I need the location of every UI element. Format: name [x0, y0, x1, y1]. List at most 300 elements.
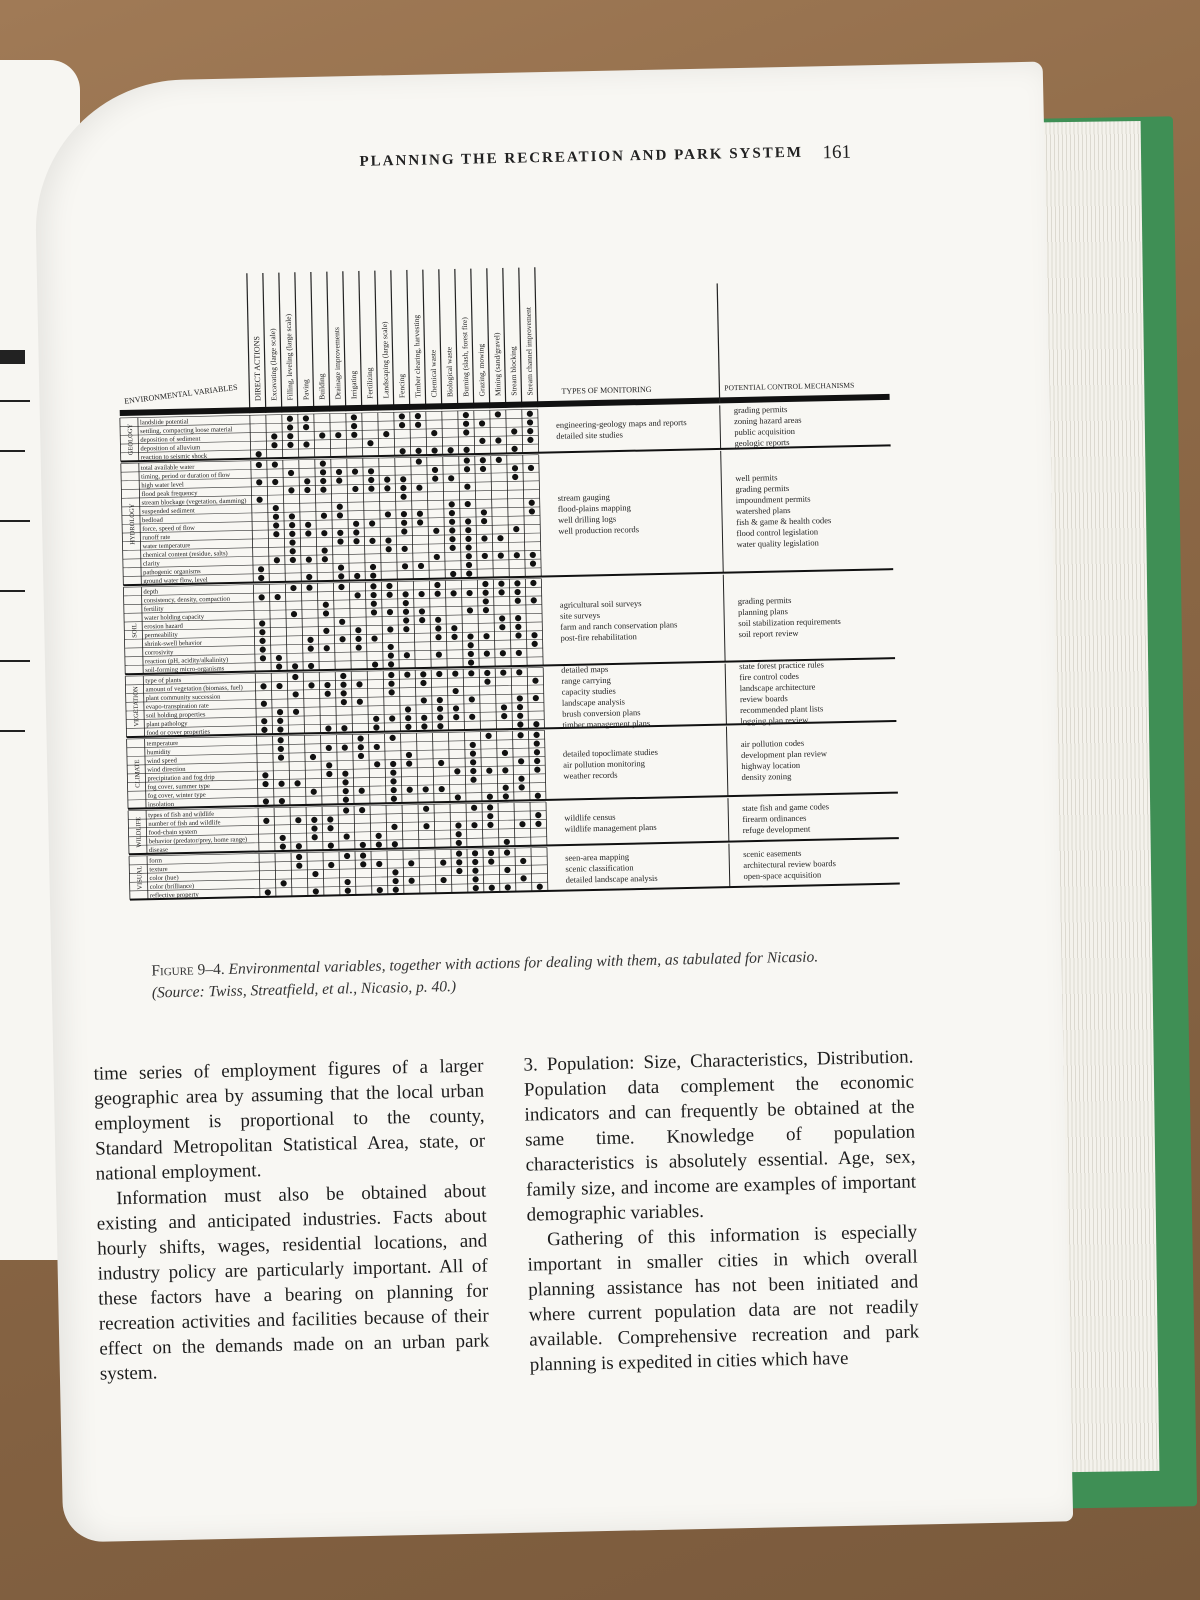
impact-dot — [294, 780, 300, 786]
grid-column-line — [543, 667, 544, 728]
grid-left-line — [129, 856, 130, 899]
impact-dot — [311, 817, 317, 823]
monitoring-item: timber management plans — [562, 717, 651, 730]
impact-dot — [437, 714, 443, 720]
control-item: logging plan review — [740, 714, 809, 726]
impact-dot — [353, 529, 359, 535]
impact-dot — [272, 479, 278, 485]
header-column-line — [455, 269, 458, 409]
impact-dot — [388, 672, 394, 678]
control-item: grading permits — [733, 403, 788, 415]
grid-column-line — [531, 848, 532, 891]
impact-dot — [320, 478, 326, 484]
monitoring-item: capacity studies — [561, 685, 616, 697]
impact-dot — [512, 465, 518, 471]
impact-dot — [400, 494, 406, 500]
impact-dot — [263, 818, 269, 824]
action-label: Filling, leveling (large scale) — [283, 313, 295, 401]
grid-column-line — [371, 851, 372, 894]
group-separator — [123, 569, 893, 585]
impact-dot — [326, 745, 332, 751]
monitoring-item: farm and ranch conservation plans — [560, 619, 678, 632]
control-item: air pollution codes — [740, 737, 805, 750]
control-list — [739, 658, 894, 727]
impact-dot — [487, 822, 493, 828]
impact-dot — [255, 451, 261, 457]
variable-label: types of fish and wildlife — [148, 810, 215, 820]
env-variables-header: ENVIRONMENTAL VARIABLES — [123, 382, 239, 406]
left-column — [93, 1054, 490, 1387]
impact-dot — [357, 699, 363, 705]
impact-dot — [292, 663, 298, 669]
impact-dot — [370, 573, 376, 579]
impact-dot — [407, 787, 413, 793]
group-separator — [130, 884, 900, 900]
impact-dot — [312, 871, 318, 877]
impact-dot — [311, 825, 317, 831]
impact-dot — [291, 611, 297, 617]
impact-dot — [423, 786, 429, 792]
monitoring-list — [565, 849, 724, 885]
impact-dot — [392, 869, 398, 875]
impact-dot — [432, 475, 438, 481]
variable-label: wind direction — [147, 765, 186, 774]
impact-dot — [391, 787, 397, 793]
impact-dot — [472, 876, 478, 882]
group-label: CLIMATE — [134, 759, 142, 788]
impact-dot — [408, 878, 414, 884]
action-label: Fertilizing — [364, 367, 375, 399]
impact-dot — [342, 779, 348, 785]
variable-label: amount of vegetation (biomass, fuel) — [145, 684, 243, 694]
impact-dot — [417, 519, 423, 525]
impact-dot — [320, 487, 326, 493]
impact-dot — [391, 824, 397, 830]
impact-dot — [387, 609, 393, 615]
impact-dot — [356, 681, 362, 687]
impact-dot — [271, 442, 277, 448]
impact-dot — [434, 554, 440, 560]
impact-dot — [360, 861, 366, 867]
impact-dot — [449, 536, 455, 542]
grid-left-line — [120, 418, 121, 461]
impact-dot — [481, 509, 487, 515]
impact-dot — [500, 650, 506, 656]
impact-dot — [260, 646, 266, 652]
impact-dot — [399, 448, 405, 454]
header-column-line — [503, 268, 506, 408]
grid-column-line — [431, 670, 432, 731]
control-item: well permits — [735, 472, 778, 484]
impact-dot — [415, 422, 421, 428]
impact-dot — [431, 430, 437, 436]
monitoring-list — [561, 661, 720, 730]
impact-dot — [421, 715, 427, 721]
control-item: state forest practice rules — [739, 659, 825, 671]
monitoring-item: scenic classification — [565, 861, 634, 874]
impact-dot — [312, 834, 318, 840]
impact-dot — [388, 652, 394, 658]
grid-left-line — [125, 676, 126, 737]
impact-dot — [354, 592, 360, 598]
impact-dot — [530, 580, 536, 586]
impact-dot — [337, 530, 343, 536]
grid-column-line — [335, 672, 336, 733]
row-line — [122, 516, 540, 525]
impact-dot — [456, 859, 462, 865]
variable-label: color (hue) — [149, 874, 179, 883]
page-number: 161 — [822, 141, 852, 164]
impact-dot — [262, 772, 268, 778]
impact-dot — [386, 546, 392, 552]
row-line — [128, 802, 546, 811]
impact-dot — [336, 469, 342, 475]
impact-dot — [437, 723, 443, 729]
impact-dot — [468, 670, 474, 676]
header-column-line — [423, 270, 426, 410]
impact-dot — [368, 468, 374, 474]
impact-dot — [403, 609, 409, 615]
impact-dot — [451, 634, 457, 640]
impact-dot — [404, 672, 410, 678]
impact-dot — [483, 598, 489, 604]
impact-dot — [303, 424, 309, 430]
impact-dot — [389, 735, 395, 741]
control-item: development plan review — [740, 748, 828, 761]
impact-dot — [390, 761, 396, 767]
grid-column-line — [515, 848, 516, 891]
impact-dot — [343, 807, 349, 813]
impact-dot — [449, 501, 455, 507]
impact-dot — [472, 859, 478, 865]
variable-label: timing, period or duration of flow — [141, 471, 231, 481]
impact-dot — [323, 628, 329, 634]
control-item: soil stabilization requirements — [738, 615, 841, 628]
grid-column-line — [258, 808, 259, 851]
monitoring-item: range carrying — [561, 674, 611, 686]
impact-dot — [527, 411, 533, 417]
impact-dot — [434, 582, 440, 588]
impact-dot — [483, 633, 489, 639]
impact-dot — [416, 458, 422, 464]
grid-column-line — [290, 807, 291, 850]
impact-dot — [435, 625, 441, 631]
impact-dot — [323, 610, 329, 616]
impact-dot — [290, 548, 296, 554]
variable-label: clarity — [142, 560, 160, 568]
impact-dot — [452, 688, 458, 694]
header-column-line — [407, 270, 410, 410]
impact-dot — [484, 670, 490, 676]
impact-dot — [258, 566, 264, 572]
control-item: fish & game & health codes — [736, 515, 832, 527]
impact-dot — [265, 889, 271, 895]
impact-dot — [517, 713, 523, 719]
control-item: watershed plans — [735, 504, 791, 516]
header-column-line — [471, 269, 474, 409]
variable-label: shrink-swell behavior — [144, 639, 202, 648]
variable-label: temperature — [146, 739, 179, 748]
control-divider — [726, 727, 727, 797]
grid-column-line — [387, 851, 388, 894]
impact-dot — [469, 696, 475, 702]
impact-dot — [487, 813, 493, 819]
impact-dot — [435, 634, 441, 640]
impact-dot — [305, 522, 311, 528]
variable-label: settling, compacting loose material — [140, 426, 233, 436]
impact-dot — [344, 853, 350, 859]
impact-dot — [403, 617, 409, 623]
monitoring-item: wildlife census — [564, 811, 616, 823]
grid-column-line — [291, 853, 292, 896]
impact-dot — [449, 510, 455, 516]
control-item: state fish and game codes — [742, 801, 830, 814]
control-list — [735, 470, 891, 550]
impact-dot — [533, 732, 539, 738]
action-label: Fencing — [397, 373, 407, 399]
row-line — [129, 865, 547, 874]
grid-column-line — [298, 414, 299, 457]
control-header: POTENTIAL CONTROL MECHANISMS — [724, 380, 855, 393]
impact-dot — [343, 797, 349, 803]
impact-dot — [512, 474, 518, 480]
impact-dot — [532, 641, 538, 647]
group-label: VEGETATION — [132, 686, 141, 727]
impact-dot — [468, 659, 474, 665]
impact-dot — [535, 812, 541, 818]
impact-dot — [453, 705, 459, 711]
impact-dot — [325, 691, 331, 697]
control-list — [742, 800, 897, 836]
grid-column-line — [498, 803, 499, 846]
grid-column-line — [338, 806, 339, 849]
variable-label: color (brilliance) — [149, 882, 195, 891]
impact-dot — [310, 754, 316, 760]
impact-dot — [387, 626, 393, 632]
grid-column-line — [463, 669, 464, 730]
impact-dot — [392, 841, 398, 847]
impact-dot — [433, 528, 439, 534]
impact-dot — [420, 671, 426, 677]
impact-dot — [515, 624, 521, 630]
grid-column-line — [426, 412, 427, 455]
paragraph: 3. Population: Size, Characteristics, Distribution. Population data complement the economic indicators and can frequently be obtained at the same time. Knowledge of population characteristics is absolutely essential. Age, sex, family size, and income are examples of important demographic variables. — [523, 1046, 917, 1226]
impact-dot — [262, 781, 268, 787]
impact-dot — [455, 794, 461, 800]
variable-label: erosion hazard — [144, 622, 183, 631]
impact-dot — [418, 563, 424, 569]
grid-column-line — [506, 410, 507, 453]
impact-dot — [341, 690, 347, 696]
grid-column-line — [511, 668, 512, 729]
impact-dot — [293, 709, 299, 715]
header-column-line — [487, 268, 490, 408]
variable-label: plant pathology — [146, 720, 188, 729]
impact-dot — [402, 563, 408, 569]
row-line — [127, 739, 545, 748]
impact-dot — [376, 861, 382, 867]
impact-dot — [463, 447, 469, 453]
monitoring-item: detailed maps — [561, 663, 609, 675]
impact-dot — [338, 584, 344, 590]
variable-label: wind speed — [146, 757, 177, 765]
impact-dot — [464, 457, 470, 463]
impact-dot — [495, 437, 501, 443]
impact-dot — [451, 625, 457, 631]
impact-dot — [501, 704, 507, 710]
impact-dot — [256, 462, 262, 468]
grid-column-line — [474, 411, 475, 454]
impact-dot — [463, 429, 469, 435]
impact-dot — [502, 767, 508, 773]
grid-column-line — [447, 669, 448, 730]
figure-9-4 — [95, 175, 911, 952]
grid-left-line — [128, 811, 129, 854]
impact-dot — [469, 714, 475, 720]
impact-dot — [344, 879, 350, 885]
impact-dot — [289, 531, 295, 537]
impact-dot — [420, 680, 426, 686]
impact-dot — [438, 760, 444, 766]
impact-dot — [530, 560, 536, 566]
row-line — [124, 587, 542, 596]
variable-label: chemical content (residue, salts) — [142, 550, 228, 559]
impact-dot — [465, 518, 471, 524]
impact-dot — [400, 476, 406, 482]
impact-dot — [421, 697, 427, 703]
grid-column-line — [275, 853, 276, 896]
impact-dot — [470, 759, 476, 765]
grid-column-line — [307, 852, 308, 895]
impact-dot — [498, 589, 504, 595]
impact-dot — [449, 519, 455, 525]
control-divider — [723, 575, 725, 662]
impact-dot — [440, 859, 446, 865]
grid-column-line — [483, 849, 484, 892]
impact-dot — [388, 661, 394, 667]
paragraph: Information must also be obtained about existing and anticipated industries. Facts about hourly shifts, wages, residential locations, and industry policy are particularly important. All of these factors have a bearing on planning for recreation activities and facilities because of their effect on the demands made on an urban park system. — [96, 1180, 490, 1385]
impact-dot — [324, 682, 330, 688]
impact-dot — [343, 788, 349, 794]
impact-dot — [371, 601, 377, 607]
impact-dot — [415, 413, 421, 419]
row-line — [127, 756, 545, 765]
impact-dot — [486, 768, 492, 774]
impact-dot — [276, 683, 282, 689]
monitoring-list — [558, 490, 717, 537]
control-list — [738, 593, 893, 640]
impact-dot — [482, 590, 488, 596]
variable-label: high water level — [141, 481, 184, 490]
control-list — [743, 845, 898, 881]
grid-column-line — [354, 806, 355, 849]
caption-text: Environmental variables, together with actions for dealing with them, as tabulated for Nicasio. — [228, 948, 819, 978]
impact-dot — [336, 477, 342, 483]
impact-dot — [376, 833, 382, 839]
impact-dot — [278, 754, 284, 760]
impact-dot — [484, 650, 490, 656]
impact-dot — [406, 760, 412, 766]
header-column-line — [311, 272, 314, 412]
impact-dot — [464, 484, 470, 490]
impact-dot — [520, 858, 526, 864]
grid-column-line — [479, 669, 480, 730]
variable-label: type of plants — [145, 676, 182, 685]
impact-dot — [295, 817, 301, 823]
impact-dot — [377, 887, 383, 893]
impact-dot — [519, 821, 525, 827]
grid-column-line — [378, 413, 379, 456]
impact-dot — [273, 514, 279, 520]
impact-dot — [339, 619, 345, 625]
impact-dot — [357, 735, 363, 741]
impact-dot — [517, 695, 523, 701]
variable-label: fog cover, summer type — [147, 782, 211, 792]
action-label: Chemical waste — [428, 349, 439, 398]
impact-dot — [390, 770, 396, 776]
group-label-line — [146, 810, 147, 853]
impact-dot — [405, 706, 411, 712]
impact-dot — [288, 470, 294, 476]
impact-dot — [371, 635, 377, 641]
grid-column-line — [450, 804, 451, 847]
impact-dot — [338, 564, 344, 570]
impact-dot — [292, 674, 298, 680]
grid-column-line — [467, 849, 468, 892]
grid-column-line — [255, 674, 256, 735]
impact-dot — [319, 432, 325, 438]
row-line — [122, 533, 540, 542]
monitoring-list — [563, 745, 722, 781]
variable-label: insolation — [147, 800, 175, 809]
impact-dot — [321, 530, 327, 536]
grid-column-line — [394, 412, 395, 455]
monitoring-item: well production records — [558, 524, 640, 537]
impact-dot — [515, 598, 521, 604]
impact-dot — [439, 786, 445, 792]
impact-dot — [342, 771, 348, 777]
impact-dot — [470, 777, 476, 783]
variable-label: pathogenic organisms — [143, 568, 201, 577]
impact-dot — [528, 465, 534, 471]
action-label: Grazing, mowing — [476, 343, 487, 397]
row-line — [129, 847, 547, 856]
impact-dot — [517, 704, 523, 710]
variable-label: stream blockage (vegetation, damming) — [141, 497, 247, 507]
impact-dot — [374, 761, 380, 767]
grid-column-line — [362, 413, 363, 456]
impact-dot — [289, 513, 295, 519]
impact-dot — [456, 840, 462, 846]
impact-dot — [355, 636, 361, 642]
impact-dot — [296, 863, 302, 869]
variable-label: flood peak frequency — [141, 489, 198, 499]
impact-dot — [287, 442, 293, 448]
action-label: Landscaping (large scale) — [379, 321, 391, 399]
impact-dot — [288, 487, 294, 493]
impact-dot — [437, 697, 443, 703]
impact-dot — [392, 878, 398, 884]
caption-label: Figure 9–4. — [151, 960, 225, 980]
book-page — [33, 62, 1073, 1543]
impact-dot — [337, 504, 343, 510]
impact-dot — [403, 600, 409, 606]
impact-dot — [278, 746, 284, 752]
impact-dot — [256, 497, 262, 503]
impact-dot — [406, 752, 412, 758]
impact-dot — [467, 607, 473, 613]
impact-dot — [386, 583, 392, 589]
